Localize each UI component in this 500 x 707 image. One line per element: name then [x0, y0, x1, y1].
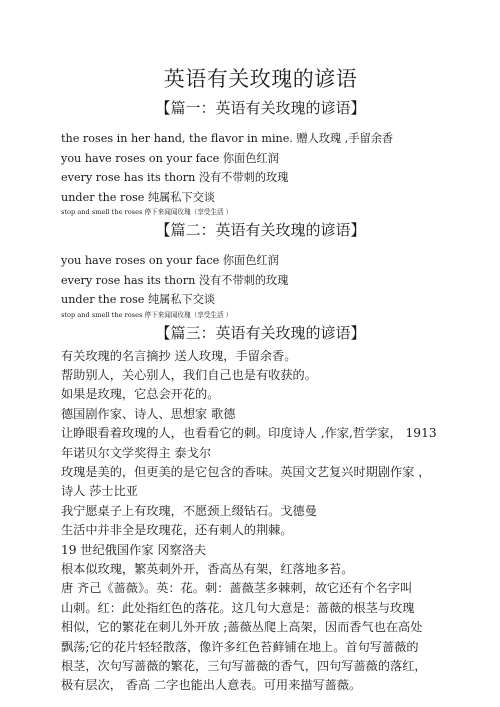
quote-line: 飘荡;它的花片轻轻散落，像许多红色苔藓铺在地上。首句写蔷薇的 — [61, 639, 419, 654]
proverb-line: under the rose 纯属私下交谈 — [61, 293, 216, 306]
quote-line: 年诺贝尔文学奖得主 泰戈尔 — [61, 445, 212, 460]
quote-line: 德国剧作家、诗人、思想家 歌德 — [61, 406, 236, 421]
quote-line: 我宁愿桌子上有玫瑰，不愿颈上缀钻石。戈德曼 — [61, 503, 317, 518]
section-body-2 — [61, 251, 460, 321]
section-body-3 — [61, 347, 460, 696]
section-body-1 — [61, 129, 460, 218]
quote-line: 让睁眼看着玫瑰的人，也看看它的刺。印度诗人 ,作家,哲学家， 1913 — [61, 426, 437, 441]
proverb-line: stop and smell the roses 停下来闻闻玫瑰（享受生活 ） — [61, 208, 233, 216]
spacer — [61, 119, 460, 129]
quote-line: 生活中并非全是玫瑰花，还有刺人的荆棘。 — [61, 523, 293, 538]
quote-line: 山刺。红：此处指红色的落花。这几句大意是：蔷薇的根茎与玫瑰 — [61, 600, 415, 615]
section-heading-2: 【篇二：英语有关玫瑰的谚语】 — [155, 221, 366, 239]
section-heading-3: 【篇三：英语有关玫瑰的谚语】 — [155, 323, 366, 342]
quote-line: 根茎，次句写蔷薇的繁花，三句写蔷薇的香气，四句写蔷薇的落红， — [61, 659, 427, 673]
proverb-line: you have roses on your face 你面色红润 — [61, 254, 279, 267]
proverb-line: the roses in her hand, the flavor in mine. 赠人玫瑰 ,手留余香 — [61, 132, 394, 145]
quote-line: 根本似玫瑰，繁英刺外开，香高丛有架，红落地多苔。 — [61, 561, 354, 576]
proverb-line: stop and smell the roses 停下来闻闻玫瑰（享受生活 ） — [61, 310, 233, 319]
spacer — [61, 241, 460, 251]
proverb-line: under the rose 纯属私下交谈 — [61, 190, 216, 204]
quote-line: 如果是玫瑰，它总会开花的。 — [61, 387, 220, 402]
proverb-line: every rose has its thorn 没有不带刺的玫瑰 — [61, 273, 289, 287]
proverb-line: you have roses on your face 你面色红润 — [61, 151, 279, 165]
quote-line: 帮助别人，关心别人，我们自己也是有收获的。 — [61, 367, 317, 382]
quote-line: 玫瑰是美的，但更美的是它包含的香味。英国文艺复兴时期剧作家 ， — [61, 464, 431, 479]
section-heading-1: 【篇一：英语有关玫瑰的谚语】 — [155, 99, 366, 117]
quote-line: 有关玫瑰的名言摘抄 送人玫瑰，手留余香。 — [61, 348, 297, 363]
quote-line: 极有层次， 香高 二字也能出人意表。可用来描写蔷薇。 — [61, 678, 362, 693]
quote-line: 19 世纪俄国作家 冈察洛夫 — [61, 542, 207, 557]
proverb-line: every rose has its thorn 没有不带刺的玫瑰 — [61, 171, 289, 184]
quote-line: 相似，它的繁花在刺儿外开放 ;蔷薇丛爬上高架，因而香气也在高处 — [61, 620, 423, 635]
quote-line: 唐 齐己《蔷薇》。英：花。刺：蔷薇茎多棘刺，故它还有个名字叫 — [61, 581, 413, 596]
quote-line: 诗人 莎士比亚 — [61, 484, 138, 499]
document-title: 英语有关玫瑰的谚语 — [163, 67, 358, 91]
